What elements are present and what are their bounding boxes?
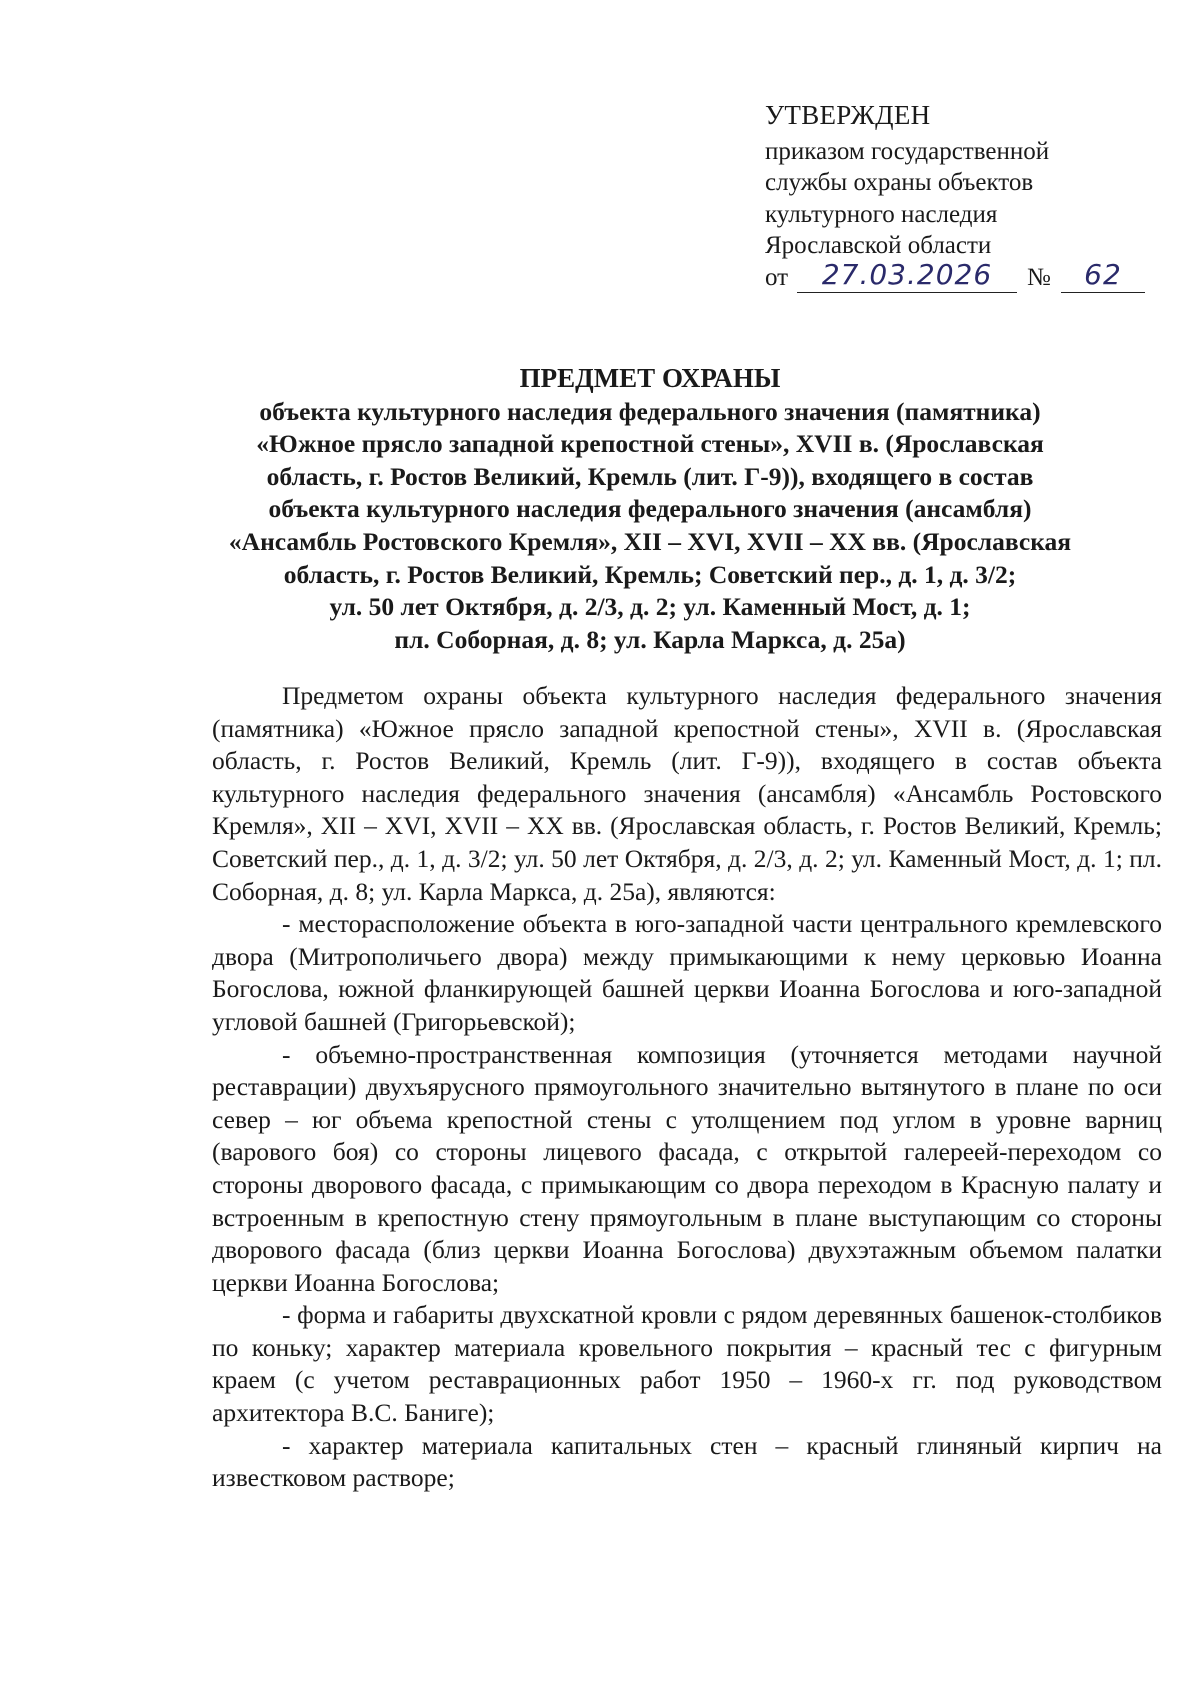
title-line: область, г. Ростов Великий, Кремль; Советский пер., д. 1, д. 3/2; bbox=[283, 559, 1017, 589]
title-line: «Южное прясло западной крепостной стены», XVII в. (Ярославская bbox=[256, 429, 1044, 459]
intro-paragraph: Предметом охраны объекта культурного наследия федерального значения (памятника) «Южное прясло западной крепостной стены», XVII в. (Ярославская область, г. Ростов Великий, Кремль (лит. Г-9)), входящего в состав объекта культурного наследия федерального значения (ансамбля) «Ансамбль Ростовского Кремля», XII – XVI, XVII – XX вв. (Ярославская область, г. Ростов Великий, Кремль; Советский пер., д. 1, д. 3/2; ул. 50 лет Октября, д. 2/3, д. 2; ул. Каменный Мост, д. 1; пл. Соборная, д. 8; ул. Карла Маркса, д. 25а), являются: bbox=[212, 681, 1162, 906]
approval-heading: УТВЕРЖДЕН bbox=[765, 100, 931, 130]
approval-line: приказом государственной bbox=[765, 137, 1050, 165]
title-line: объекта культурного наследия федерального значения (ансамбля) bbox=[268, 494, 1032, 524]
list-item: - характер материала капитальных стен – красный глиняный кирпич на известковом растворе; bbox=[212, 1430, 1162, 1493]
protection-items-list bbox=[212, 908, 1162, 1495]
document-title-block bbox=[150, 362, 1150, 656]
number-prefix: № bbox=[1027, 263, 1051, 291]
approval-block bbox=[765, 100, 1145, 296]
title-line: область, г. Ростов Великий, Кремль (лит. Г-9)), входящего в состав bbox=[266, 461, 1034, 491]
title-line: ул. 50 лет Октября, д. 2/3, д. 2; ул. Каменный Мост, д. 1; bbox=[329, 592, 971, 622]
handwritten-number: 62 bbox=[1061, 262, 1145, 293]
handwritten-date: 27.03.2026 bbox=[797, 262, 1017, 293]
date-number-row bbox=[765, 257, 1145, 296]
title-line: «Ансамбль Ростовского Кремля», XII – XVI, XVII – XX вв. (Ярославская bbox=[228, 526, 1072, 556]
approval-line: Ярославской области bbox=[765, 232, 992, 260]
document-title: ПРЕДМЕТ ОХРАНЫ bbox=[519, 363, 781, 393]
date-prefix: от bbox=[765, 263, 789, 291]
title-line: объекта культурного наследия федерального значения (памятника) bbox=[259, 396, 1041, 426]
approval-line: службы охраны объектов bbox=[765, 169, 1034, 197]
title-line: пл. Соборная, д. 8; ул. Карла Маркса, д. 25а) bbox=[394, 624, 906, 654]
list-item: - форма и габариты двухскатной кровли с рядом деревянных башенок-столбиков по коньку; характер материала кровельного покрытия – красный тес с фигурным краем (с учетом реставрационных работ 1950 – 1960-х гг. под руководством архитектора В.С. Баниге); bbox=[212, 1300, 1162, 1428]
list-item: - объемно-пространственная композиция (уточняется методами научной реставрации) двухъярусного прямоугольного значительно вытянутого в плане по оси север – юг объема крепостной стены с утолщением под углом в уровне варниц (варового боя) со стороны лицевого фасада, с открытой галереей-переходом со стороны дворового фасада, с примыкающим со двора переходом в Красную палату и встроенным в крепостную стену прямоугольным в плане выступающим со стороны дворового фасада (близ церкви Иоанна Богослова) двухэтажным объемом палатки церкви Иоанна Богослова; bbox=[212, 1039, 1162, 1297]
approval-line: культурного наследия bbox=[765, 200, 998, 228]
list-item: - месторасположение объекта в юго-западной части центрального кремлевского двора (Митрополичьего двора) между примыкающими к нему церковью Иоанна Богослова, южной фланкирующей башней церкви Иоанна Богослова и юго-западной угловой башней (Григорьевской); bbox=[212, 909, 1162, 1036]
document-body bbox=[212, 680, 1162, 1495]
